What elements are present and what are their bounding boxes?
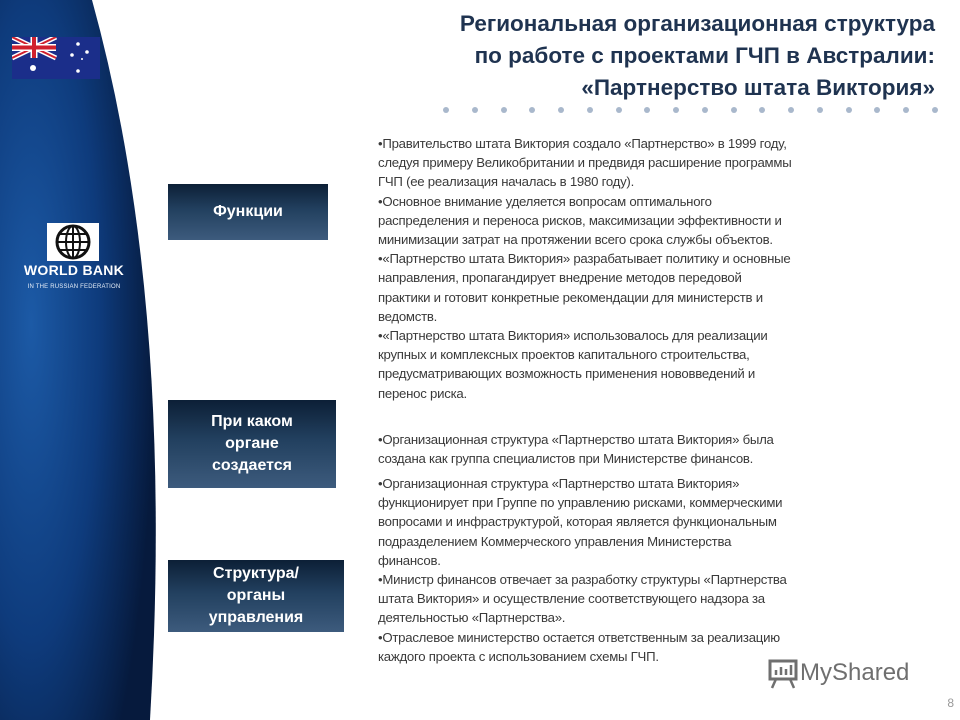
world-bank-globe-icon [47,223,99,261]
section-label-body [168,400,336,488]
divider-dot [587,107,593,113]
divider-dot [529,107,535,113]
divider-dot [903,107,909,113]
divider-dot [673,107,679,113]
label-line: При каком [211,413,293,430]
divider-dot [788,107,794,113]
divider-dot [874,107,880,113]
label-line: управления [208,609,304,626]
text-line: крупных и комплексных проектов капитального строительства, [378,347,750,363]
text-line: •Организационная структура «Партнерство штата Виктория» была [378,432,774,447]
divider-dot [472,107,478,113]
text-line: •Отраслевое министерство остается ответственным за реализацию [378,629,780,645]
text-line: финансов. [378,552,441,568]
text-line: создана как группа специалистов при Министерстве финансов. [378,451,754,467]
divider-dot [644,107,650,113]
text-line: •Правительство штата Виктория создало «Партнерство» в 1999 году, [378,136,787,151]
text-line: •Организационная структура «Партнерство штата Виктория» [378,476,740,491]
text-line: деятельностью «Партнерства». [378,610,566,626]
title-line: Региональная организационная структура [459,11,935,36]
text-line: ведомств. [378,308,438,324]
section-text-structure [378,474,787,666]
section-label-functions [168,184,328,240]
text-line: распределения и переноса рисков, максимизации эффективности и [378,212,782,228]
divider-dot [759,107,765,113]
page-title [460,8,935,104]
label-line: создается [211,457,292,474]
section-text-functions [378,134,791,403]
label-line: органы [226,587,286,604]
text-line: подразделением Коммерческого управления Министерства [378,533,732,549]
section-text-body [378,430,774,468]
australia-flag-icon [12,37,100,79]
logo-name: WORLD BANK [23,262,125,278]
text-line: •Основное внимание уделяется вопросам оптимального [378,193,712,209]
text-line: функционирует при Группе по управлению рисками, коммерческими [378,495,783,511]
divider-dot [443,107,449,113]
divider-dot [932,107,938,113]
text-line: перенос риска. [378,385,467,401]
section-label-structure [168,560,344,632]
page-number: 8 [947,696,954,710]
label-line: Структура/ [213,565,299,582]
watermark-text: MyShared [800,659,910,686]
divider-dot [501,107,507,113]
title-line: по работе с проектами ГЧП в Австралии: [474,43,935,68]
divider-dot [817,107,823,113]
text-line: практики и готовит конкретные рекомендации для министерств и [378,289,763,305]
text-line: предусматривающих возможность применения нововведений и [378,366,755,382]
text-line: •«Партнерство штата Виктория» использовалось для реализации [378,328,768,344]
dot-divider [443,107,938,117]
divider-dot [702,107,708,113]
text-line: каждого проекта с использованием схемы ГЧП. [378,648,659,664]
divider-dot [558,107,564,113]
text-line: штата Виктория» и осуществление соответствующего надзора за [378,591,765,607]
label-line: органе [225,435,279,452]
text-line: вопросами и инфраструктурой, которая является функциональным [378,514,777,530]
text-line: •Министр финансов отвечает за разработку структуры «Партнерства [378,572,787,588]
title-line: «Партнерство штата Виктория» [581,75,935,100]
text-line: минимизации затрат на протяжении всего срока службы объектов. [378,232,773,248]
watermark [766,656,909,690]
divider-dot [846,107,852,113]
logo-subtitle: IN THE RUSSIAN FEDERATION [27,284,121,290]
divider-dot [616,107,622,113]
label-line: Функции [213,203,283,220]
divider-dot [731,107,737,113]
presentation-board-icon [766,656,800,690]
text-line: следуя примеру Великобритании и предвидя расширение программы [378,155,792,171]
text-line: ГЧП (ее реализация началась в 1980 году). [378,174,634,190]
text-line: направления, пропагандирует внедрение методов передовой [378,270,742,286]
text-line: •«Партнерство штата Виктория» разрабатывает политику и основные [378,251,791,267]
